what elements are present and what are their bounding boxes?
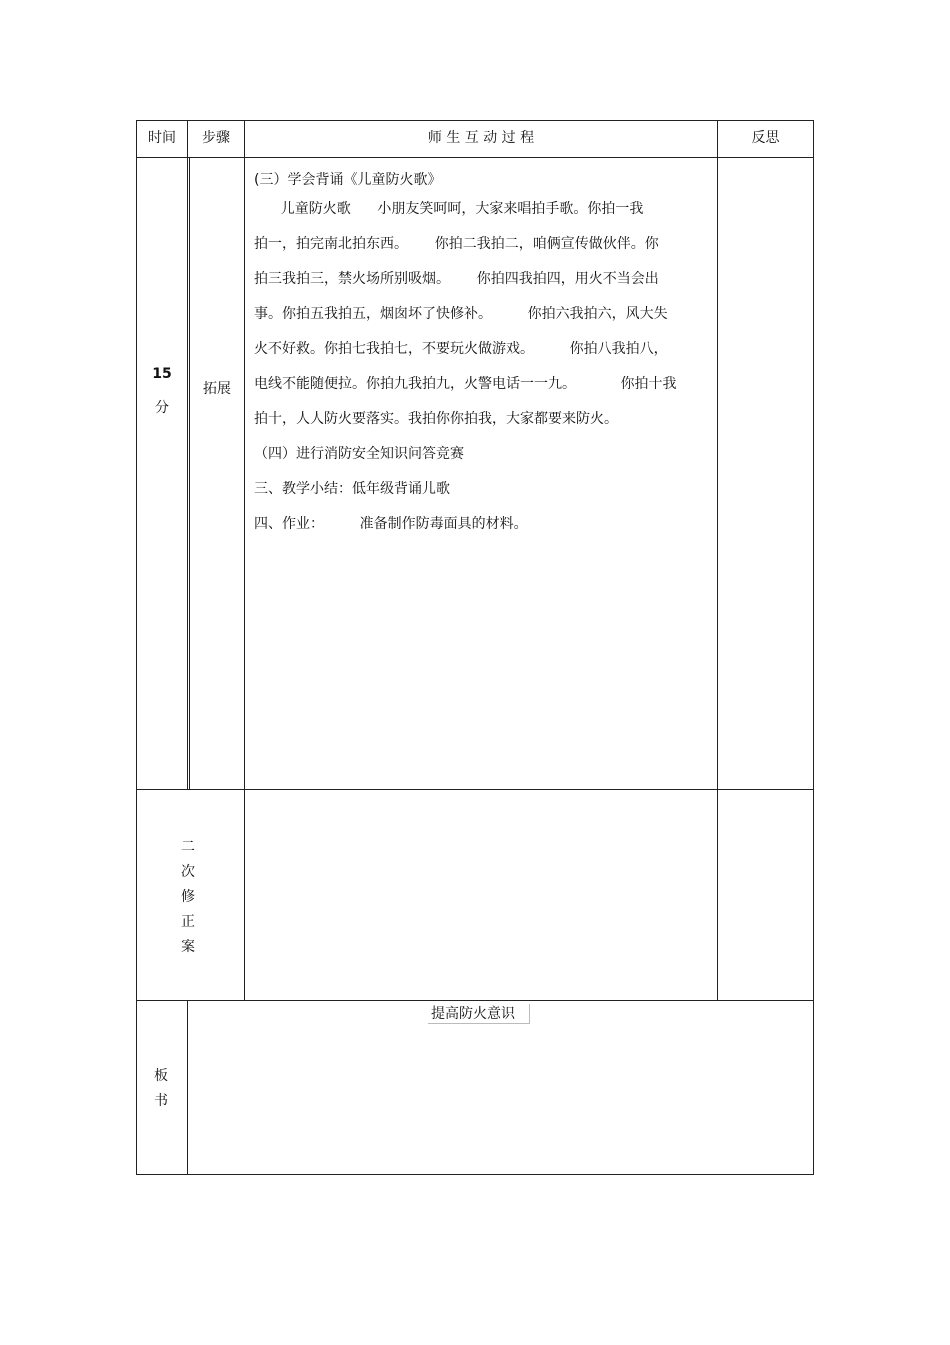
process-content [254, 168, 709, 542]
content-line: 四、作业： 准备制作防毒面具的材料。 [254, 516, 528, 532]
content-line: （四）进行消防安全知识问答竞赛 [254, 446, 464, 462]
table-border-top [136, 120, 814, 121]
header-process: 师 生 互 动 过 程 [427, 130, 535, 146]
step-process-divider [244, 120, 245, 1001]
row2-divider [136, 1000, 814, 1001]
header-reflection: 反思 [751, 130, 780, 146]
table-border-right [813, 120, 814, 1175]
process-reflection-divider [717, 120, 718, 1001]
time-value: 15 [152, 366, 172, 382]
time-unit: 分 [155, 400, 169, 416]
row1-divider [136, 789, 814, 790]
revision-char: 次 [181, 864, 195, 880]
time-step-divider [187, 120, 188, 790]
content-line: 三、教学小结：低年级背诵儿歌 [254, 481, 450, 497]
header-divider [136, 157, 814, 158]
content-line: 拍三我拍三，禁火场所别吸烟。 你拍四我拍四，用火不当会出 [254, 271, 659, 287]
time-step-divider-inner [189, 157, 190, 790]
revision-char: 修 [181, 889, 195, 905]
board-label-divider [187, 1000, 188, 1175]
content-line: 火不好救。你拍七我拍七，不要玩火做游戏。 你拍八我拍八， [254, 341, 668, 357]
revision-char: 案 [181, 939, 195, 955]
revision-char: 正 [181, 914, 195, 930]
step-extension: 拓展 [203, 381, 231, 397]
content-line: 拍十，人人防火要落实。我拍你你拍我，大家都要来防火。 [254, 411, 618, 427]
content-line: 电线不能随便拉。你拍九我拍九，火警电话一一九。 你拍十我 [254, 376, 677, 392]
board-title: 提高防火意识 [428, 1004, 530, 1024]
board-char: 书 [154, 1093, 168, 1109]
content-line: (三）学会背诵《儿童防火歌》 [254, 172, 442, 188]
table-border-left [136, 120, 137, 1175]
board-label [149, 1064, 173, 1114]
table-border-bottom [136, 1174, 814, 1175]
content-line: 儿童防火歌 小朋友笑呵呵，大家来唱拍手歌。你拍一我 [254, 201, 644, 217]
content-line: 拍一，拍完南北拍东西。 你拍二我拍二，咱俩宣传做伙伴。你 [254, 236, 659, 252]
revision-label [176, 835, 200, 960]
revision-char: 二 [181, 839, 195, 855]
content-line: 事。你拍五我拍五，烟囱坏了快修补。 你拍六我拍六，风大失 [254, 306, 668, 322]
board-char: 板 [154, 1068, 168, 1084]
header-time: 时间 [148, 130, 176, 146]
header-step: 步骤 [202, 130, 230, 146]
